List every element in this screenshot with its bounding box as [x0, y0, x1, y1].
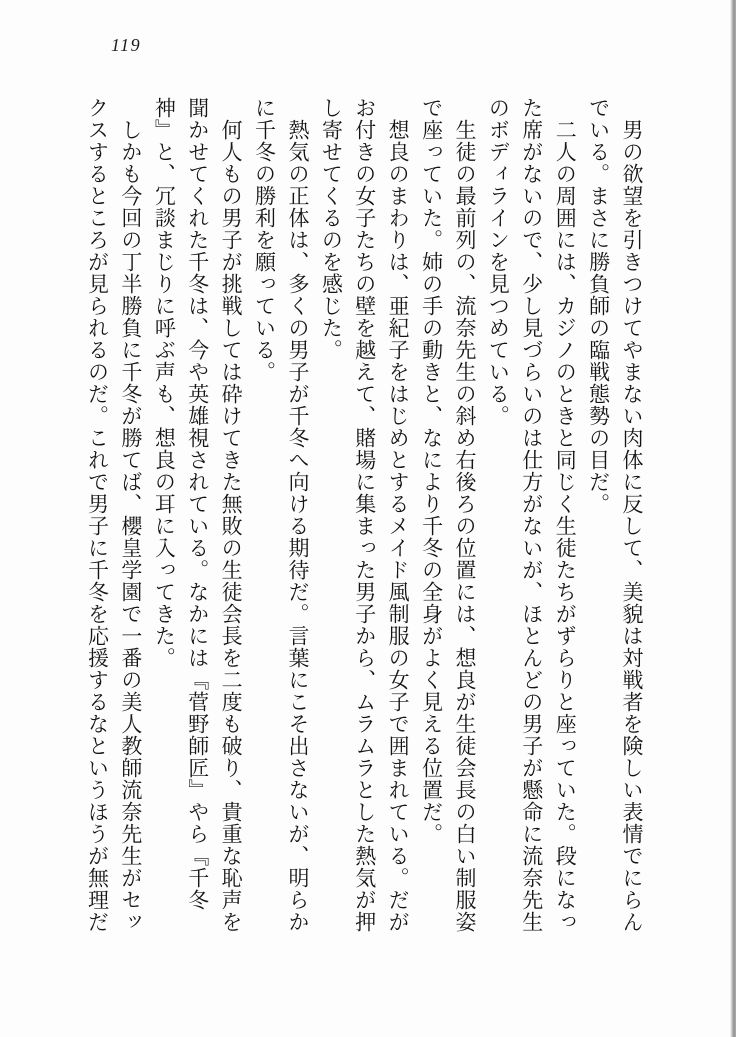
text-column: に千冬の勝利を願っている。	[252, 97, 277, 383]
text-column: 生徒の最前列の、流奈先生の斜め右後ろの位置には、想良が生徒会長の白い制服姿	[452, 119, 477, 933]
text-column: 二人の周囲には、カジノのときと同じく生徒たちがずらりと座っていた。段になっ	[553, 119, 578, 933]
text-column: でいる。まさに勝負師の臨戦態勢の目だ。	[586, 97, 611, 515]
text-column: お付きの女子たちの壁を越えて、賭場に集まった男子から、ムラムラとした熱気が押	[352, 97, 377, 933]
text-column: 男の欲望を引きつけてやまない肉体に反して、美貌は対戦者を険しい表情でにらん	[620, 119, 644, 933]
text-column: 神』と、冗談まじりに呼ぶ声も、想良の耳に入ってきた。	[152, 97, 177, 669]
page-edge-shadow	[730, 0, 736, 1037]
text-column: 熱気の正体は、多くの男子が千冬へ向ける期待だ。言葉にこそ出さないが、明らか	[285, 119, 310, 933]
text-column: し寄せてくるのを感じた。	[319, 97, 344, 361]
text-column: 何人もの男子が挑戦しては砕けてきた無敗の生徒会長を二度も破り、貴重な恥声を	[219, 119, 244, 933]
text-column: 聞かせてくれた千冬は、今や英雄視されている。なかには『菅野師匠』やら『千冬	[185, 97, 210, 911]
text-column: しかも今回の丁半勝負に千冬が勝てば、櫻皇学園で一番の美人教師流奈先生がセッ	[118, 119, 143, 933]
text-column: た席がないので、少し見づらいのは仕方がないが、ほとんどの男子が懸命に流奈先生	[519, 97, 544, 933]
text-column: のボディラインを見つめている。	[486, 97, 511, 427]
text-column: で座っていた。姉の手の動きと、なにより千冬の全身がよく見える位置だ。	[419, 97, 444, 845]
text-column: クスするところが見られるのだ。これで男子に千冬を応援するなというほうが無理だ	[85, 97, 110, 933]
text-column: 想良のまわりは、亜紀子をはじめとするメイド風制服の女子で囲まれている。だが	[386, 119, 411, 933]
text-block	[80, 97, 648, 937]
page-number: 119	[111, 35, 142, 55]
